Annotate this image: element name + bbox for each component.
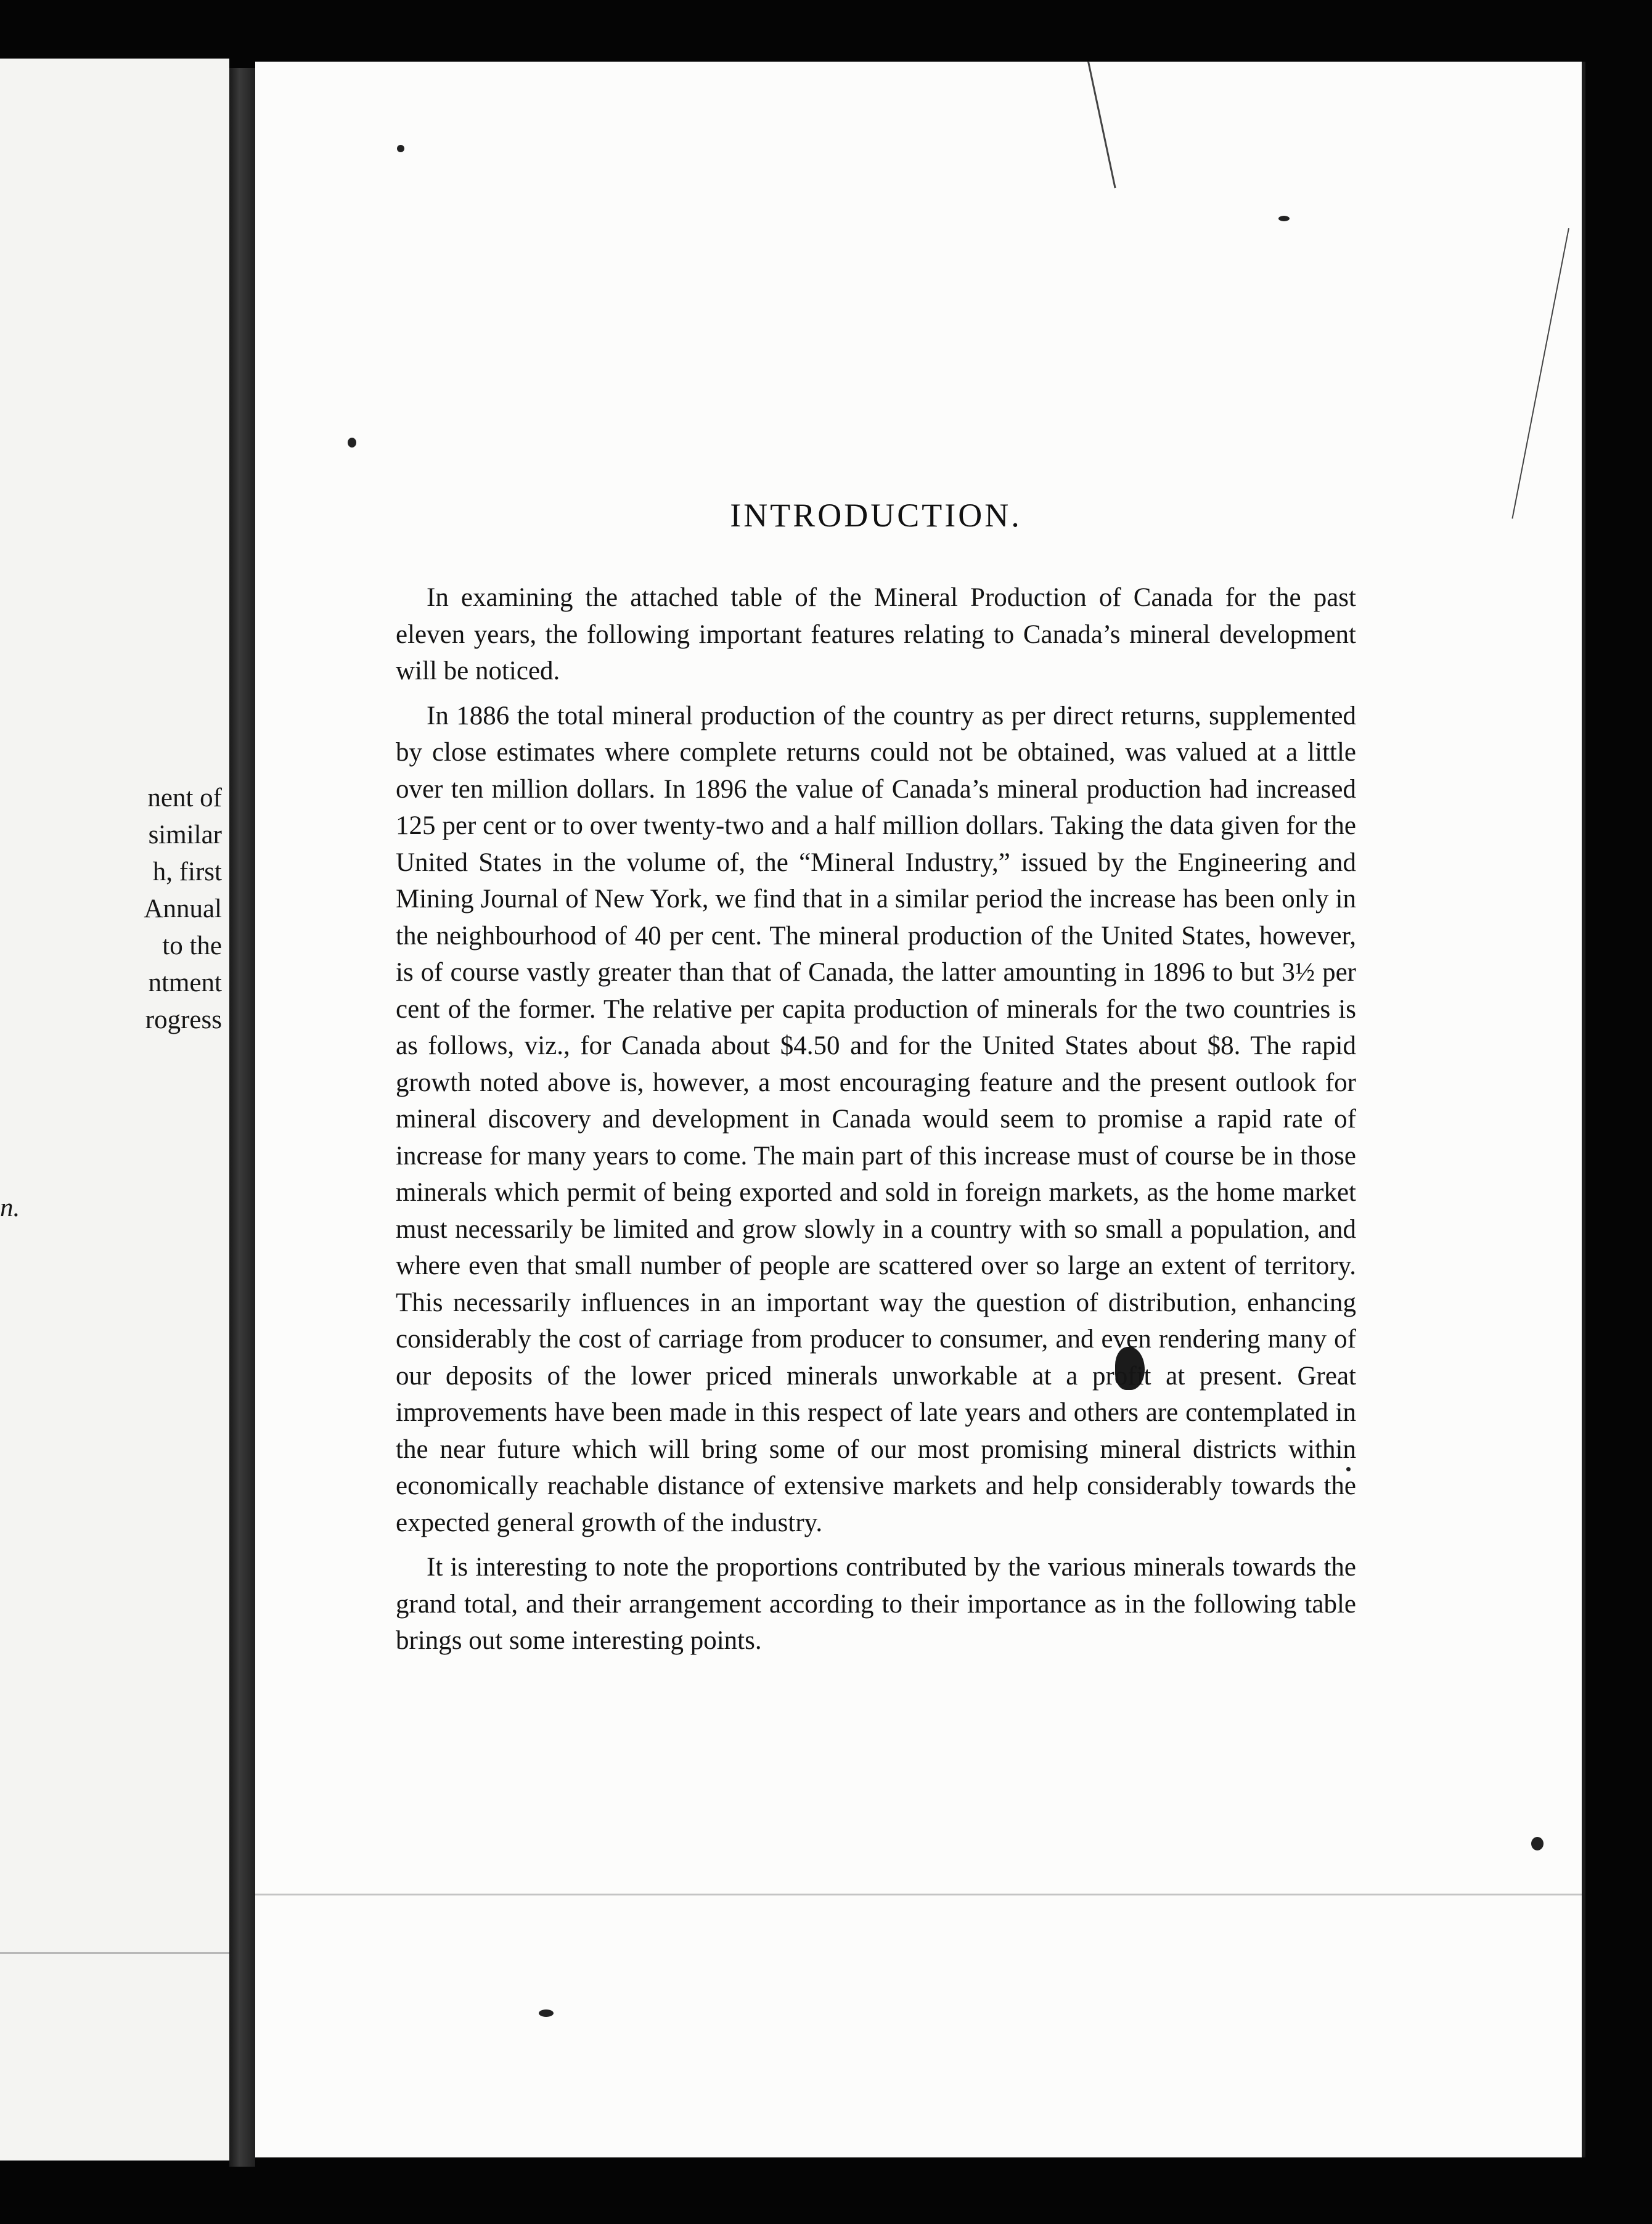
scan-scratch <box>1511 228 1569 519</box>
facing-page-line: nent of <box>147 783 222 812</box>
facing-page <box>0 59 229 2161</box>
paragraph: In 1886 the total mineral production of the country as per direct returns, supplemented by close estimates where complete returns could not be obtained, was valued at a little over ten million dollars. In 1896 the value of Canada’s mineral production had increased 125 per cent or to over twenty-two and a half million dollars. Taking the data given for the United States in the volume of, the “Mineral Industry,” issued by the Engineering and Mining Journal of New York, we find that in a similar period the increase has been only in the neighbourhood of 40 per cent. The mineral production of the United States, however, is of course vastly greater than that of Canada, the latter amounting in 1896 to but 3½ per cent of the former. The relative per capita production of minerals for the two countries is as follows, viz., for Canada about $4.50 and for the United States about $8. The rapid growth noted above is, however, a most encouraging feature and the present outlook for mineral discovery and development in Canada would seem to promise a rapid rate of increase for many years to come. The main part of this increase must of course be in those minerals which permit of being exported and sold in foreign markets, as the home market must necessarily be limited and grow slowly in a country with so small a population, and where even that small number of people are scattered over so large an extent of territory. This necessarily influences in an important way the question of distribution, enhancing considerably the cost of carriage from producer to consumer, and even rendering many of our deposits of the lower priced minerals unworkable at a profit at present. Great improvements have been made in this respect of late years and others are contemplated in the near future which will bring some of our most promising mineral districts within economically reachable distance of extensive markets and help considerably towards the expected general growth of the industry. <box>396 701 1356 1537</box>
scan-scratch <box>1087 61 1116 188</box>
facing-page-line: ntment <box>148 968 222 997</box>
paragraph: It is interesting to note the proportions contributed by the various minerals towards the grand total, and their arrangement according to their importance as in the following table brings out some interesting points. <box>396 1553 1356 1655</box>
page-title: INTRODUCTION. <box>730 497 1022 534</box>
facing-page-line: rogress <box>145 1005 222 1034</box>
binding-gutter <box>229 68 255 2167</box>
facing-page-line: h, first <box>152 857 222 886</box>
scan-speck <box>348 438 356 448</box>
scan-speck <box>539 2009 554 2017</box>
body-text <box>396 579 1356 1667</box>
scan-speck <box>1531 1837 1544 1850</box>
facing-page-line: similar <box>148 820 222 849</box>
paragraph: In examining the attached table of the Mineral Production of Canada for the past eleven years, the following important features relating to Canada’s mineral development will be noticed. <box>396 583 1356 685</box>
document-page <box>255 62 1585 2157</box>
scan-speck <box>1278 216 1290 221</box>
facing-page-rule <box>0 1952 229 1954</box>
facing-page-line: Annual <box>144 894 222 923</box>
facing-page-text <box>144 780 222 1039</box>
page-rule <box>255 1894 1582 1895</box>
scan-speck <box>397 145 404 152</box>
facing-page-line: to the <box>162 931 222 960</box>
facing-page-italic-fragment: n. <box>0 1193 20 1222</box>
